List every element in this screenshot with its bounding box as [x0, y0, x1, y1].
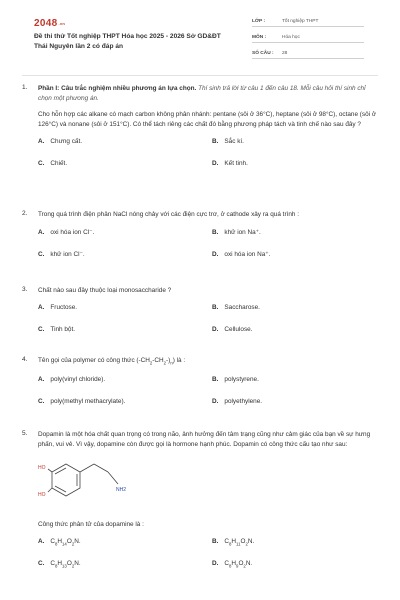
meta-subject-value: Hóa học	[282, 35, 300, 40]
option-d[interactable]: D. $C_8H_9O_2N$.	[212, 560, 253, 569]
question-text: Dopamin là một hóa chất quan trọng có trong não, ảnh hưởng đến tâm trạng cũng như cảm giác của bạn về sự hưng phấn, vui vẻ. Vì vậy, dopamine còn được gọi là hormone hạnh phúc. Dopamin có công thức cấu tạo như sau:	[38, 431, 371, 448]
meta-count-value: 28	[282, 51, 288, 56]
hydroxyl-label-bottom: HO	[38, 492, 46, 498]
answer-options	[38, 228, 378, 274]
option-d[interactable]: D. oxi hóa ion Na⁺.	[212, 251, 271, 258]
option-d[interactable]: D. Kết tinh.	[212, 160, 248, 167]
option-b[interactable]: B. Sắc kí.	[212, 138, 244, 145]
option-c[interactable]: C. Tinh bột.	[38, 326, 76, 333]
option-a[interactable]: A. poly(vinyl chloride).	[38, 376, 106, 384]
option-b[interactable]: B. $C_8H_{11}O_2N$.	[212, 538, 255, 547]
option-c[interactable]: C. khử ion Cl⁻.	[38, 251, 85, 258]
question-number: 5.	[22, 430, 28, 437]
formula-d: $C_8H_9O_2N$.	[224, 560, 253, 569]
question-text: Tên gọi của polymer có công thức $(-CH_2-CH_2-)_n$) là :	[38, 357, 186, 366]
option-c[interactable]: C. $C_8H_{13}O_2N$.	[38, 560, 81, 569]
question-text: Trong quá trình điện phân NaCl nóng chảy với các điện cực trơ, ở cathode xảy ra quá trình :	[38, 211, 300, 218]
question-text: Cho hỗn hợp các alkane có mạch carbon không phân nhánh: pentane (sôi ở 36°C), heptane (sôi ở 98°C), octane (sôi ở 126°C) và nonane (sôi ở 151°C). Có thể tách riêng các chất đó bằng phương pháp tách và tinh chế nào sau đây ?	[38, 111, 377, 128]
question-1	[22, 84, 378, 184]
option-a[interactable]: A. Fructose.	[38, 304, 78, 311]
dopamine-structure	[38, 454, 148, 512]
part-instruction: Thí sinh trả lời từ câu 1 đến câu 18. Mỗi câu hỏi thí sinh chỉ chọn một phương án.	[38, 85, 366, 102]
option-c[interactable]: C. Chiết.	[38, 160, 68, 167]
formula-c: $C_8H_{13}O_2N$.	[50, 560, 81, 569]
option-a[interactable]: A. oxi hóa ion Cl⁻.	[38, 229, 95, 236]
hydroxyl-label-top: HO	[38, 465, 46, 471]
question-2	[22, 210, 378, 274]
option-d[interactable]: D. polyethylene.	[212, 398, 263, 406]
question-4	[22, 356, 378, 422]
question-number: 3.	[22, 286, 28, 293]
meta-class-key: LỚP :	[252, 19, 266, 24]
meta-class-value: Tốt nghiệp THPT	[282, 19, 319, 24]
option-d[interactable]: D. Cellulose.	[212, 326, 253, 333]
meta-count-key: SỐ CÂU :	[252, 51, 274, 56]
formula-a: $C_8H_{14}O_2N$.	[50, 538, 81, 547]
option-a[interactable]: A. Chưng cất.	[38, 138, 83, 145]
option-b[interactable]: B. Saccharose.	[212, 304, 260, 311]
answer-options	[38, 138, 378, 184]
formula-b: $C_8H_{11}O_2N$.	[224, 538, 255, 547]
option-c[interactable]: C. poly(methyl methacrylate).	[38, 398, 126, 406]
question-text: Chất nào sau đây thuộc loại monosaccharide ?	[38, 287, 172, 294]
amine-label: NH2	[116, 487, 127, 493]
answer-options	[38, 304, 378, 350]
site-logo[interactable]: $2048^{.vn}$	[34, 18, 66, 29]
meta-subject-key: MÔN :	[252, 35, 267, 40]
option-a[interactable]: A. $C_8H_{14}O_2N$.	[38, 538, 81, 547]
question-5	[22, 430, 378, 584]
option-b[interactable]: B. khử ion Na⁺.	[212, 229, 261, 236]
part-label: Phần I: Câu trắc nghiệm nhiều phương án lựa chọn.	[38, 85, 197, 92]
question-number: 1.	[22, 84, 28, 91]
answer-options	[38, 538, 378, 584]
answer-options	[38, 376, 378, 422]
question-number: 4.	[22, 356, 28, 363]
question-followup: Công thức phân tử của dopamine là :	[38, 521, 144, 528]
question-3	[22, 286, 378, 350]
part-heading	[38, 84, 378, 104]
question-number: 2.	[22, 210, 28, 217]
exam-title: Đề thi thử Tốt nghiệp THPT Hóa học 2025 - 2026 Sở GD&ĐT Thái Nguyên lần 2 có đáp án	[34, 33, 221, 50]
option-b[interactable]: B. polystyrene.	[212, 376, 259, 384]
